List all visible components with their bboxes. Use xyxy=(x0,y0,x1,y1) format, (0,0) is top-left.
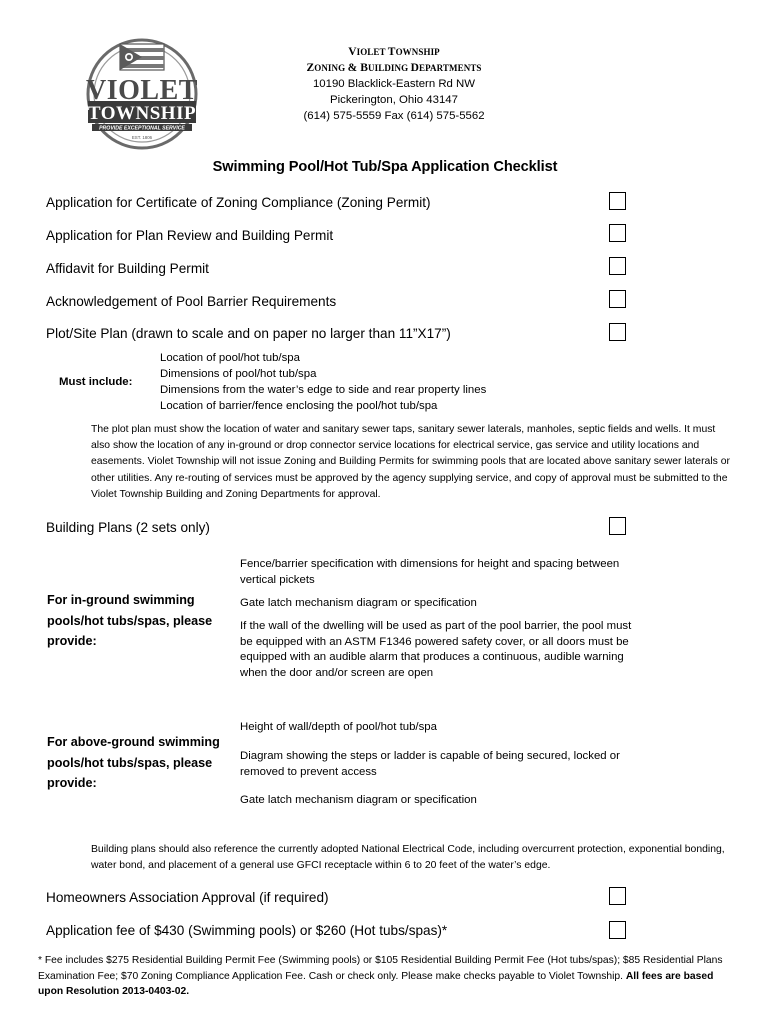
inground-requirement: If the wall of the dwelling will be used as part of the pool barrier, the pool must be equipped with an ASTM F1346 powered safety cover, or all doors must be equipped with an audible alarm that produces a continuous, audible warning when the door and/or screen are open xyxy=(240,620,632,680)
ohio-flag-icon xyxy=(120,44,164,70)
org-name-small: OWNSHIP xyxy=(395,47,440,57)
checklist-item-affidavit: Affidavit for Building Permit xyxy=(46,261,209,276)
checkbox-plan-review[interactable] xyxy=(609,224,626,242)
logo-name-line1: VIOLET xyxy=(86,75,198,106)
logo-name-line2: TOWNSHIP xyxy=(87,103,197,124)
plot-requirement: Dimensions from the water’s edge to side and rear property lines xyxy=(160,384,487,396)
dept-initial: B xyxy=(360,62,369,74)
org-name xyxy=(260,45,528,61)
checkbox-fee[interactable] xyxy=(609,921,626,939)
aboveground-lead: For above-ground swimming pools/hot tubs/spas, please provide: xyxy=(47,735,220,790)
dept-small: ONING xyxy=(314,63,348,73)
fee-footnote xyxy=(38,953,728,1000)
plot-requirement: Location of pool/hot tub/spa xyxy=(160,352,300,364)
org-name-small: IOLET xyxy=(356,47,388,57)
logo-est: EST. 1806 xyxy=(131,135,153,140)
address-line: 10190 Blacklick-Eastern Rd NW xyxy=(312,78,476,90)
dept-initial: D xyxy=(410,62,419,74)
department-name xyxy=(260,61,528,77)
checklist-item-barrier-ack: Acknowledgement of Pool Barrier Requirements xyxy=(46,294,337,309)
plot-plan-note: The plot plan must show the location of water and sanitary sewer taps, sanitary sewer laterals, manholes, septic fields and wells. It must also show the location of any in-ground or drop connector service locations for electrical service, gas service and utility locations and easements. Violet Township will not issue Zoning and Building Permits for swimming pools that are located above sanitary sewer laterals or other utilities. Any re-routing of services must be approved by the agency supplying service, and copy of approval must be submitted to the Violet Township Building and Zoning Departments for approval. xyxy=(91,424,730,500)
checkbox-affidavit[interactable] xyxy=(609,257,626,275)
org-name-initial: T xyxy=(387,46,396,58)
checklist-item-zoning: Application for Certificate of Zoning Compliance (Zoning Permit) xyxy=(46,195,431,210)
document-title: Swimming Pool/Hot Tub/Spa Application Checklist xyxy=(212,159,558,175)
checkbox-hoa[interactable] xyxy=(609,887,626,905)
checklist-item-building-plans: Building Plans (2 sets only) xyxy=(46,520,210,535)
dept-ampersand: & xyxy=(347,62,361,74)
aboveground-requirement: Gate latch mechanism diagram or specification xyxy=(240,794,477,806)
aboveground-requirement: Diagram showing the steps or ladder is capable of being secured, locked or removed to prevent access xyxy=(240,750,620,778)
dept-small: UILDING xyxy=(368,63,411,73)
electrical-note: Building plans should also reference the currently adopted National Electrical Code, including overcurrent protection, exponential bonding, water bond, and placement of a general use GFCI receptacle within 6 to 20 feet of the water’s edge. xyxy=(91,844,725,872)
violet-township-logo xyxy=(82,38,202,150)
aboveground-requirement: Height of wall/depth of pool/hot tub/spa xyxy=(240,721,437,733)
checklist-item-hoa: Homeowners Association Approval (if required) xyxy=(46,890,329,905)
inground-requirement: Fence/barrier specification with dimensions for height and spacing between vertical pickets xyxy=(240,558,620,586)
inground-requirement: Gate latch mechanism diagram or specification xyxy=(240,597,477,609)
plot-requirement: Location of barrier/fence enclosing the pool/hot tub/spa xyxy=(160,400,438,412)
phone-line: (614) 575-5559 Fax (614) 575-5562 xyxy=(303,110,485,122)
plot-requirement: Dimensions of pool/hot tub/spa xyxy=(160,368,317,380)
checklist-item-plan-review: Application for Plan Review and Building Permit xyxy=(46,228,334,243)
dept-initial: Z xyxy=(306,62,315,74)
dept-small: EPARTMENTS xyxy=(419,63,482,73)
must-include-label: Must include: xyxy=(59,376,133,388)
checklist-item-fee: Application fee of $430 (Swimming pools) or $260 (Hot tubs/spas)* xyxy=(46,923,448,938)
city-line: Pickerington, Ohio 43147 xyxy=(330,94,458,106)
checkbox-plot-plan[interactable] xyxy=(609,323,626,341)
logo-tagline: PROVIDE EXCEPTIONAL SERVICE xyxy=(99,125,185,132)
footnote-bold: All fees are based upon Resolution 2013-0403-02. xyxy=(38,970,714,998)
checklist-item-plot-plan: Plot/Site Plan (drawn to scale and on paper no larger than 11”X17”) xyxy=(46,326,451,341)
org-name-initial: V xyxy=(348,46,357,58)
inground-lead: For in-ground swimming pools/hot tubs/spas, please provide: xyxy=(47,593,213,648)
checkbox-zoning[interactable] xyxy=(609,192,626,210)
checkbox-barrier-ack[interactable] xyxy=(609,290,626,308)
checkbox-building-plans[interactable] xyxy=(609,517,626,535)
footnote-text: * Fee includes $275 Residential Building Permit Fee (Swimming pools) or $105 Residential Building Permit Fee (Hot tubs/spas); $85 Residential Plans Examination Fee; $70 Zoning Compliance Application Fee. Cash or check only. Please make checks payable to Violet Township. xyxy=(38,955,723,982)
